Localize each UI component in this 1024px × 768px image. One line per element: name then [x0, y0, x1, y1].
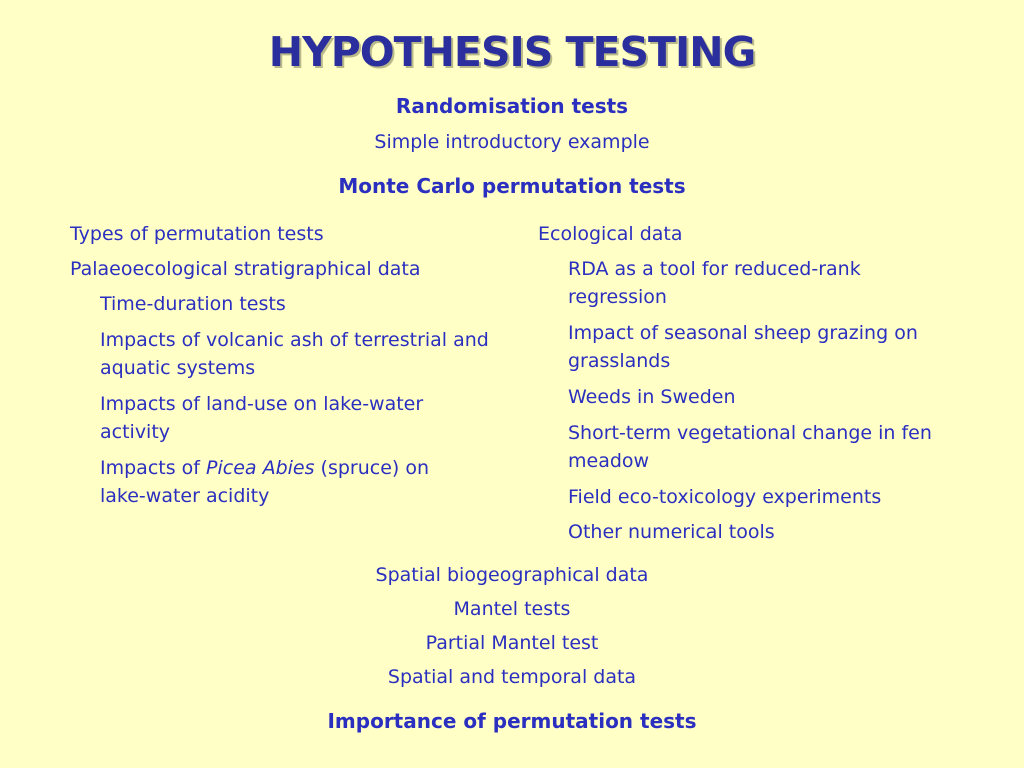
mantel-tests: Mantel tests [453, 598, 571, 620]
left-item-land-use: Impacts of land-use on lake-water activity [100, 393, 424, 443]
partial-mantel-test: Partial Mantel test [425, 632, 599, 654]
spatial-biogeographical: Spatial biogeographical data [375, 564, 649, 586]
right-item-fen-meadow: Short-term vegetational change in fen meadow [568, 422, 932, 472]
picea-italic: Picea Abies [206, 457, 315, 479]
left-item-picea [100, 454, 470, 510]
slide-title: HYPOTHESIS TESTING [268, 28, 756, 76]
left-item-time-duration: Time-duration tests [100, 293, 286, 315]
right-item-rda: RDA as a tool for reduced-rank regression [568, 258, 861, 308]
picea-prefix: Impacts of [100, 457, 207, 479]
right-item-weeds: Weeds in Sweden [568, 386, 736, 408]
intro-subheading: Simple introductory example [374, 131, 650, 153]
picea-suffix: (spruce) on lake-water acidity [100, 457, 430, 507]
right-item-sheep-grazing: Impact of seasonal sheep grazing on grasslands [568, 322, 918, 372]
right-item-numerical-tools: Other numerical tools [568, 521, 775, 543]
right-item-eco-toxicology: Field eco-toxicology experiments [568, 486, 882, 508]
left-item-volcanic-ash: Impacts of volcanic ash of terrestrial and aquatic systems [100, 329, 489, 379]
monte-carlo-heading: Monte Carlo permutation tests [338, 174, 686, 198]
left-item-palaeoecological: Palaeoecological stratigraphical data [70, 258, 421, 280]
randomisation-heading: Randomisation tests [395, 94, 629, 118]
left-item-types: Types of permutation tests [70, 223, 324, 245]
importance-heading: Importance of permutation tests [327, 709, 697, 733]
spatial-temporal: Spatial and temporal data [387, 666, 637, 688]
right-item-ecological: Ecological data [538, 223, 683, 245]
